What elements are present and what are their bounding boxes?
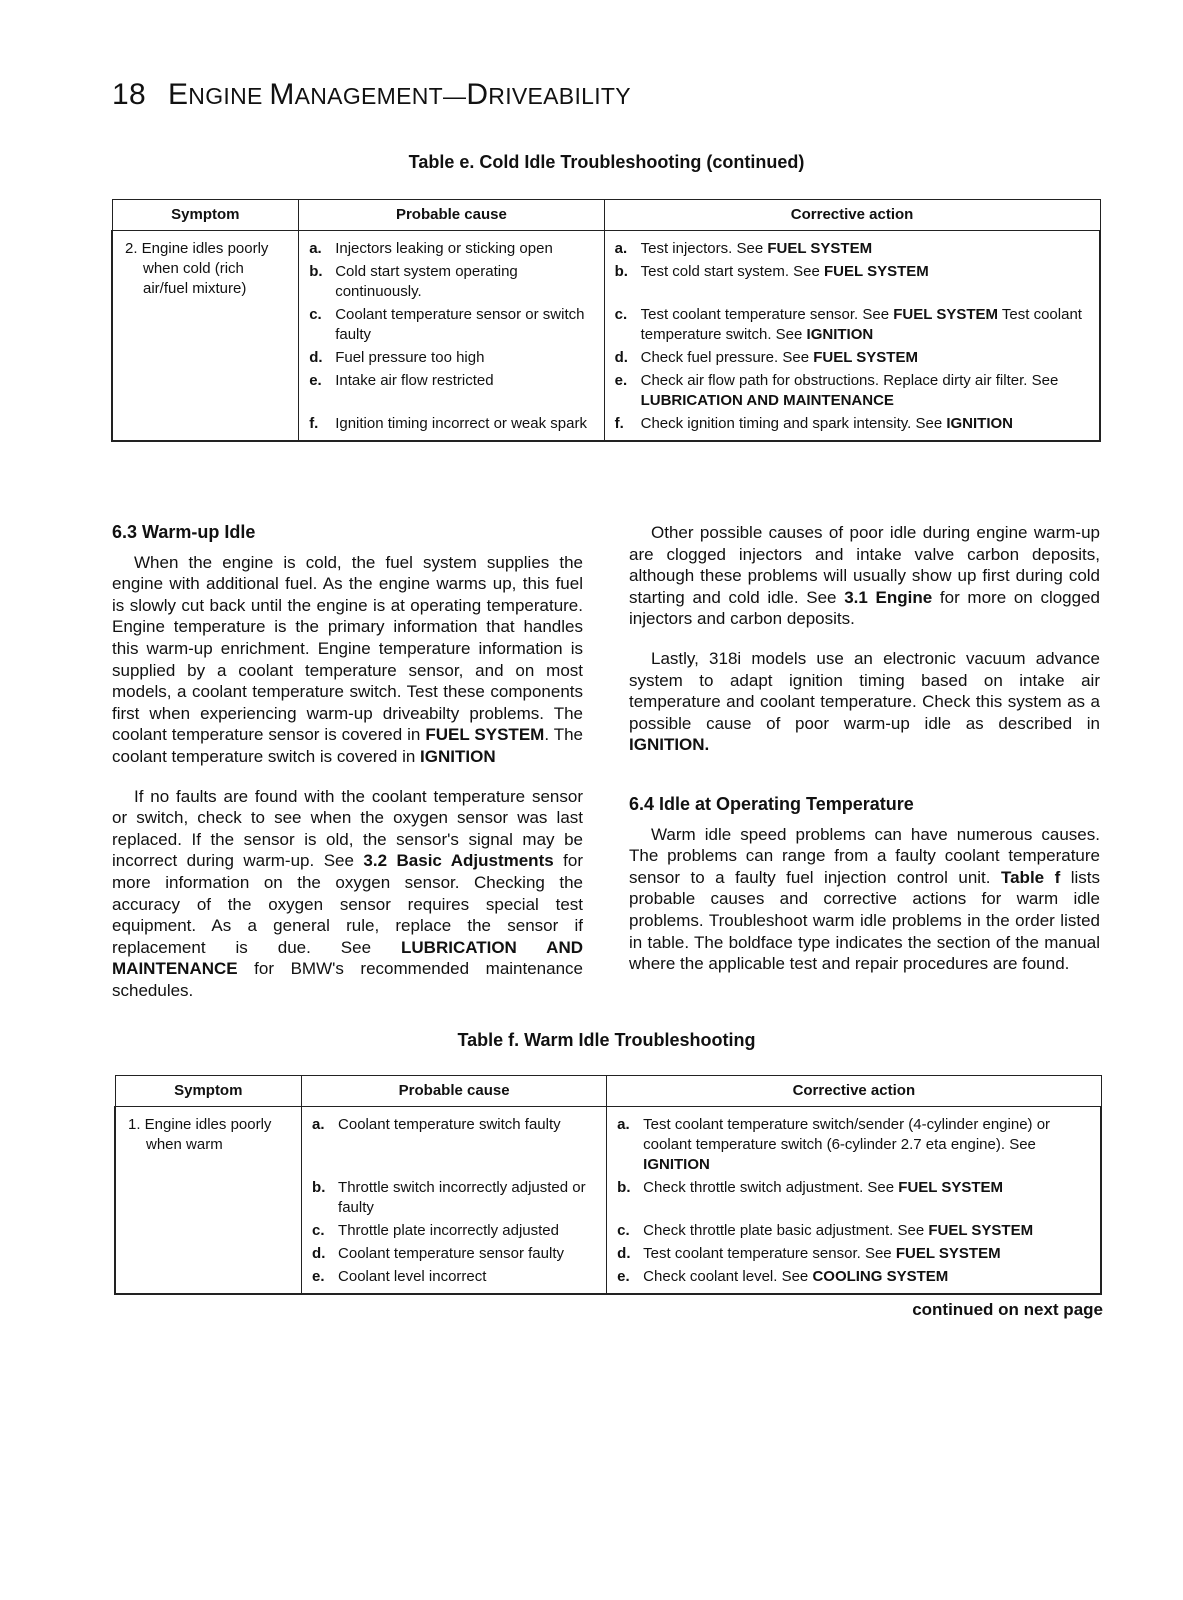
title-initial: M xyxy=(269,78,295,111)
text-run: Warm idle speed problems can have numerous causes. The problems can range from a faulty coolant temperature sensor to a faulty fuel injection control unit. xyxy=(629,824,1100,887)
left-column xyxy=(112,522,583,1015)
item-letter: b. xyxy=(614,263,628,280)
text-run: for BMW's recommended maintenance schedules. xyxy=(112,959,583,1000)
action-text xyxy=(641,305,1091,345)
item-letter: b. xyxy=(617,1179,631,1196)
cause-text: Cold start system operating continuously. xyxy=(335,263,518,300)
action-cell xyxy=(607,1218,1101,1241)
section-heading-6-4: 6.4 Idle at Operating Temperature xyxy=(629,793,914,814)
column-header: Corrective action xyxy=(607,1076,1101,1107)
cause-text: Injectors leaking or sticking open xyxy=(335,240,553,257)
bold-reference: FUEL SYSTEM xyxy=(928,1222,1034,1239)
bold-reference: FUEL SYSTEM xyxy=(898,1179,1004,1196)
page-number: 18 xyxy=(112,78,146,111)
item-letter: e. xyxy=(309,372,322,389)
item-letter: d. xyxy=(614,349,628,366)
symptom-text: 2. Engine idles poorly when cold (rich air/fuel mixture) xyxy=(125,240,269,297)
text-run: for more information on the oxygen sensor. Checking the accuracy of the oxygen sensor requires special test equipment. As a general rule, replace the sensor if replacement is due. See xyxy=(112,851,583,957)
bold-reference: IGNITION xyxy=(420,746,496,766)
action-cell xyxy=(604,345,1100,368)
cause-text: Throttle switch incorrectly adjusted or faulty xyxy=(338,1179,586,1216)
bold-reference: 3.2 Basic Adjustments xyxy=(363,851,554,871)
title-rest: ANAGEMENT— xyxy=(294,83,467,109)
bold-reference: IGNITION xyxy=(806,326,874,343)
action-text xyxy=(641,262,929,282)
bold-reference: FUEL SYSTEM xyxy=(893,306,999,323)
text-run: lists probable causes and corrective actions for warm idle problems. Troubleshoot warm idle problems in the order listed in table. The boldface type indicates the section of the manual where the applicable test and repair procedures are found. xyxy=(629,867,1101,974)
item-letter: c. xyxy=(614,306,628,323)
action-text xyxy=(643,1115,1092,1175)
text-run: . The coolant temperature switch is covered in xyxy=(112,725,584,766)
paragraph xyxy=(629,824,1100,975)
section-heading-6-3: 6.3 Warm-up Idle xyxy=(112,522,256,542)
text-run: When the engine is cold, the fuel system supplies the engine with additional fuel. As the engine warms up, this fuel is slowly cut back until the engine is at operating temperature. Engine temperature is the primary information that handles this warm-up enrichment. Engine temperature information is supplied by a coolant temperature sensor, and on most models, a coolant temperature switch. Test these components first when experiencing warm-up driveabilty problems. The coolant temperature sensor is covered in xyxy=(112,552,583,745)
cause-cell xyxy=(299,231,604,260)
item-letter: d. xyxy=(309,349,323,366)
text-run: Check air flow path for obstructions. Replace dirty air filter. See xyxy=(640,372,1059,389)
column-header: Probable cause xyxy=(299,200,604,231)
text-run: Check throttle switch adjustment. See xyxy=(643,1179,899,1196)
item-letter: e. xyxy=(617,1268,630,1285)
text-run: Other possible causes of poor idle during engine warm-up are clogged injectors and intake valve carbon deposits, although these problems will usually show up first during cold starting and cold idle. See xyxy=(629,523,1100,607)
text-run: Test coolant temperature sensor. See xyxy=(640,306,894,323)
chapter-title xyxy=(168,78,631,111)
item-letter: c. xyxy=(617,1222,630,1239)
column-header: Probable cause xyxy=(302,1076,607,1107)
action-text xyxy=(641,371,1091,411)
bold-reference: 3.1 Engine xyxy=(844,587,933,607)
table-f-title: Table f. Warm Idle Troubleshooting xyxy=(457,1030,756,1050)
action-cell xyxy=(607,1264,1101,1294)
title-initial: E xyxy=(167,78,189,111)
bold-reference: IGNITION xyxy=(946,415,1013,432)
action-text xyxy=(643,1244,1000,1264)
action-text xyxy=(643,1221,1033,1241)
item-letter: e. xyxy=(312,1268,325,1285)
action-text xyxy=(641,239,872,259)
page-header xyxy=(112,78,631,112)
title-rest: NGINE xyxy=(188,83,270,109)
item-letter: c. xyxy=(309,306,322,323)
text-run: Check throttle plate basic adjustment. See xyxy=(643,1222,929,1239)
column-header: Symptom xyxy=(112,200,299,231)
text-run: If no faults are found with the coolant temperature sensor or switch, check to see when the oxygen sensor was last replaced. If the sensor is old, the sensor's signal may be incorrect during warm-up. See xyxy=(112,786,583,871)
header-row xyxy=(112,200,1100,231)
action-text xyxy=(643,1178,1003,1198)
item-letter: f. xyxy=(309,415,319,432)
bold-reference: IGNITION xyxy=(643,1156,710,1173)
cold-idle-table xyxy=(111,199,1101,442)
text-run: Test injectors. See xyxy=(640,240,768,257)
item-letter: a. xyxy=(312,1116,325,1133)
bold-reference: COOLING SYSTEM xyxy=(812,1268,949,1285)
bold-reference: IGNITION. xyxy=(629,735,710,755)
warm-idle-table xyxy=(114,1075,1102,1295)
cause-text: Coolant level incorrect xyxy=(338,1268,487,1285)
bold-reference: LUBRICATION AND MAINTENANCE xyxy=(640,392,894,409)
action-cell xyxy=(604,259,1100,302)
paragraph xyxy=(629,522,1100,630)
text-run: Test coolant temperature switch. See xyxy=(640,306,1082,343)
cause-cell xyxy=(299,302,604,345)
title-initial: D xyxy=(466,78,489,111)
text-run: Check coolant level. See xyxy=(643,1268,813,1285)
header-row xyxy=(115,1076,1101,1107)
continued-note: continued on next page xyxy=(912,1300,1103,1319)
item-letter: b. xyxy=(309,263,323,280)
item-letter: b. xyxy=(312,1179,326,1196)
text-run: Test coolant temperature switch/sender (4-cylinder engine) or coolant temperature switch (6-cylinder 2.7 eta engine). See xyxy=(643,1116,1051,1153)
action-text xyxy=(643,1267,948,1287)
bold-reference: LUBRICATION AND MAINTENANCE xyxy=(112,937,583,979)
action-cell xyxy=(604,302,1100,345)
cause-cell xyxy=(299,259,604,302)
bold-reference: FUEL SYSTEM xyxy=(425,725,545,745)
cause-text: Coolant temperature sensor or switch faulty xyxy=(335,306,585,343)
paragraph xyxy=(112,786,583,1002)
table-e-title: Table e. Cold Idle Troubleshooting (continued) xyxy=(408,152,805,172)
text-run: Test cold start system. See xyxy=(640,263,825,280)
action-cell xyxy=(607,1175,1101,1218)
cause-cell xyxy=(299,411,604,441)
action-text xyxy=(641,348,918,368)
title-rest: RIVEABILITY xyxy=(488,83,631,109)
bold-reference: FUEL SYSTEM xyxy=(895,1245,1001,1262)
action-text xyxy=(641,414,1013,434)
cause-text: Coolant temperature switch faulty xyxy=(338,1116,561,1133)
table-row xyxy=(112,231,1100,260)
bold-reference: FUEL SYSTEM xyxy=(824,263,929,280)
cause-cell xyxy=(302,1218,607,1241)
symptom-cell xyxy=(115,1107,302,1295)
item-letter: d. xyxy=(617,1245,631,1262)
table-row xyxy=(115,1107,1101,1176)
item-letter: f. xyxy=(614,415,624,432)
text-run: Check ignition timing and spark intensity. See xyxy=(640,415,947,432)
text-run: Lastly, 318i models use an electronic vacuum advance system to adapt ignition timing based on intake air temperature and coolant temperature. Check this system as a possible cause of poor warm-up idle as described in xyxy=(629,648,1100,733)
item-letter: d. xyxy=(312,1245,326,1262)
symptom-text: 1. Engine idles poorly when warm xyxy=(128,1116,272,1153)
text-run: Check fuel pressure. See xyxy=(640,349,814,366)
column-header: Symptom xyxy=(115,1076,302,1107)
text-run: Test coolant temperature sensor. See xyxy=(643,1245,896,1262)
action-cell xyxy=(607,1107,1101,1176)
action-cell xyxy=(607,1241,1101,1264)
action-cell xyxy=(604,231,1100,260)
column-header: Corrective action xyxy=(604,200,1100,231)
cause-text: Ignition timing incorrect or weak spark xyxy=(335,415,587,432)
item-letter: a. xyxy=(614,240,628,257)
cause-cell xyxy=(302,1264,607,1294)
paragraph xyxy=(629,648,1100,756)
action-cell xyxy=(604,411,1100,441)
symptom-cell xyxy=(112,231,299,442)
action-cell xyxy=(604,368,1100,411)
item-letter: c. xyxy=(312,1222,325,1239)
cause-cell xyxy=(302,1107,607,1176)
bold-reference: FUEL SYSTEM xyxy=(813,349,918,366)
cause-cell xyxy=(302,1241,607,1264)
text-run: for more on clogged injectors and carbon deposits. xyxy=(629,587,1100,629)
bold-reference: Table f xyxy=(1000,867,1061,887)
cause-cell xyxy=(299,345,604,368)
cause-cell xyxy=(299,368,604,411)
bold-reference: FUEL SYSTEM xyxy=(767,240,873,257)
paragraph xyxy=(112,552,583,768)
right-column xyxy=(629,522,1100,989)
cause-text: Throttle plate incorrectly adjusted xyxy=(338,1222,559,1239)
item-letter: a. xyxy=(309,240,322,257)
cause-cell xyxy=(302,1175,607,1218)
item-letter: a. xyxy=(617,1116,630,1133)
cause-text: Coolant temperature sensor faulty xyxy=(338,1245,564,1262)
item-letter: e. xyxy=(614,372,628,389)
cause-text: Fuel pressure too high xyxy=(335,349,485,366)
cause-text: Intake air flow restricted xyxy=(335,372,494,389)
